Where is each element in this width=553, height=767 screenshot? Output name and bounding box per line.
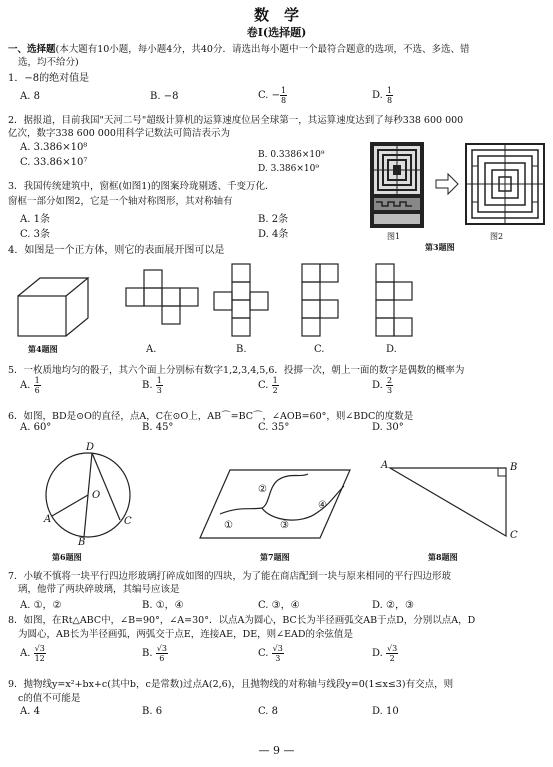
page-number: — 9 —	[258, 744, 295, 757]
q6-label-d: D	[86, 442, 95, 453]
q4-option-c: C.	[314, 344, 325, 355]
q3-option-d: D. 4条	[258, 229, 289, 240]
q8-stem-1: 8．如图，在Rt△ABC中，∠B=90°，∠A=30°．以点A为圆心，BC长为半径画弧交AB于点D，分别以点A，D	[8, 615, 476, 626]
q6-label-a: A	[44, 514, 52, 525]
q4-figures	[0, 256, 553, 346]
q4-option-b: B.	[236, 344, 247, 355]
q1-option-c: C. − $\frac{1}{8}$	[258, 86, 287, 105]
q7-stem-2: 璃，他带了两块碎玻璃，其编号应该是	[18, 584, 180, 595]
q4-caption: 第4题图	[28, 344, 58, 354]
q3-option-c: C. 3条	[20, 229, 51, 240]
q6-caption: 第6题图	[52, 552, 82, 562]
q3-fig2-label: 图2	[490, 232, 504, 241]
q7-option-d: D. ②，③	[372, 600, 414, 611]
q6-label-o: O	[92, 490, 101, 501]
q1-option-b: B. −8	[150, 91, 179, 102]
q3-fig1-label: 图1	[387, 232, 401, 241]
cube-figure	[18, 278, 88, 336]
q6-label-c: C	[124, 516, 132, 527]
q8-label-c: C	[510, 530, 518, 541]
q1-stem: 1．−8的绝对值是	[8, 73, 90, 84]
q6-option-b: B. 45°	[142, 422, 174, 433]
q8-option-c: C. $\frac{√3}{3}$	[258, 644, 283, 663]
q1-option-a: A. 8	[20, 91, 40, 102]
q7-piece-3: ③	[280, 520, 289, 531]
paper-subtitle: 卷Ⅰ(选择题)	[246, 26, 307, 39]
q5-option-b: B. $\frac{1}{3}$	[142, 376, 162, 395]
q7-option-a: A. ①，②	[20, 600, 62, 611]
q6-option-c: C. 35°	[258, 422, 290, 433]
q8-stem-2: 为圆心，AB长为半径画弧，两弧交于点E，连接AE，DE，则∠EAD的余弦值是	[18, 629, 353, 640]
q4-option-d: D.	[386, 344, 397, 355]
section-desc-2: 选，均不给分)	[18, 57, 79, 68]
q5-option-a: A. $\frac{1}{6}$	[20, 376, 40, 395]
q7-piece-1: ①	[224, 520, 233, 531]
section-title: 一、选择题	[8, 44, 56, 55]
section-intro	[8, 41, 469, 55]
q8-caption: 第8题图	[428, 552, 458, 562]
net-option-c	[302, 264, 338, 336]
q7-stem-1: 7．小敏不慎将一块平行四边形玻璃打碎成如图的四块，为了能在商店配到一块与原来相同的平行四边形玻	[8, 571, 452, 582]
net-option-b	[214, 264, 268, 336]
q4-stem: 4．如图是一个正方体，则它的表面展开图可以是	[8, 245, 225, 256]
q8-option-a: A. $\frac{√3}{12}$	[20, 644, 45, 663]
q6-circle-figure	[46, 453, 130, 537]
q9-stem-2: c的值不可能是	[18, 693, 81, 704]
q8-label-b: B	[510, 462, 518, 473]
q7-caption: 第7题图	[260, 552, 290, 562]
q2-option-b: B. 0.3386×10⁹	[258, 150, 325, 160]
q8-triangle-figure	[380, 460, 530, 545]
q9-option-d: D. 10	[372, 706, 399, 717]
q5-stem: 5．一枚质地均匀的骰子，其六个面上分别标有数字1,2,3,4,5,6．投掷一次，朝上一面的数字是偶数的概率为	[8, 365, 465, 376]
window-frame-fig1	[370, 142, 424, 228]
q2-option-d: D. 3.386×10⁹	[258, 164, 319, 174]
q1-option-d: D. $\frac{1}{8}$	[372, 86, 393, 105]
q6-option-d: D. 30°	[372, 422, 404, 433]
q7-option-b: B. ①，④	[142, 600, 184, 611]
q9-option-a: A. 4	[20, 706, 40, 717]
q5-option-c: C. $\frac{1}{2}$	[258, 376, 278, 395]
q2-option-c: C. 33.86×10⁷	[20, 157, 88, 168]
q2-stem-2: 亿次，数字338 600 000用科学记数法可简洁表示为	[8, 128, 230, 139]
section-desc-1: (本大题有10小题，每小题4分，共40分．请选出每小题中一个最符合题意的选项，不选、多选、错	[55, 44, 470, 55]
q3-figures	[368, 140, 548, 260]
q8-option-b: B. $\frac{√3}{6}$	[142, 644, 167, 663]
net-option-a	[126, 270, 198, 324]
q6-stem: 6．如图，BD是⊙O的直径，点A，C在⊙O上，AB⌒=BC⌒，∠AOB=60°，则∠BDC的度数是	[8, 411, 414, 422]
page-title: 数 学	[253, 6, 299, 24]
q3-stem-1: 3．我国传统建筑中，窗框(如图1)的图案玲珑剔透、千变万化．	[8, 181, 275, 192]
q3-caption: 第3题图	[425, 242, 455, 252]
net-option-d	[376, 264, 412, 336]
q7-option-c: C. ③，④	[258, 600, 300, 611]
window-pattern-fig2	[466, 144, 544, 224]
q3-option-a: A. 1条	[20, 214, 50, 225]
q8-option-d: D. $\frac{√3}{2}$	[372, 644, 398, 663]
q3-option-b: B. 2条	[258, 214, 289, 225]
q7-piece-2: ②	[258, 484, 267, 495]
q9-option-b: B. 6	[142, 706, 163, 717]
q7-parallelogram-figure	[200, 470, 350, 538]
q6-option-a: A. 60°	[20, 422, 52, 433]
q3-stem-2: 窗框一部分如图2，它是一个轴对称图形，其对称轴有	[8, 196, 233, 207]
q9-option-c: C. 8	[258, 706, 279, 717]
q6-label-b: B	[78, 537, 86, 548]
q2-option-a: A. 3.386×10⁸	[20, 142, 88, 153]
q5-option-d: D. $\frac{2}{3}$	[372, 376, 393, 395]
q7-piece-4: ④	[318, 500, 327, 511]
q8-label-a: A	[381, 460, 389, 471]
q9-stem-1: 9．抛物线y=x²+bx+c(其中b，c是常数)过点A(2,6)，且抛物线的对称轴与线段y=0(1≤x≤3)有交点，则	[8, 679, 454, 690]
q2-stem-1: 2．据报道，目前我国"天河二号"超级计算机的运算速度位居全球第一，其运算速度达到了每秒338 600 000	[8, 115, 464, 126]
arrow-icon	[436, 174, 458, 194]
q4-option-a: A.	[146, 344, 157, 355]
